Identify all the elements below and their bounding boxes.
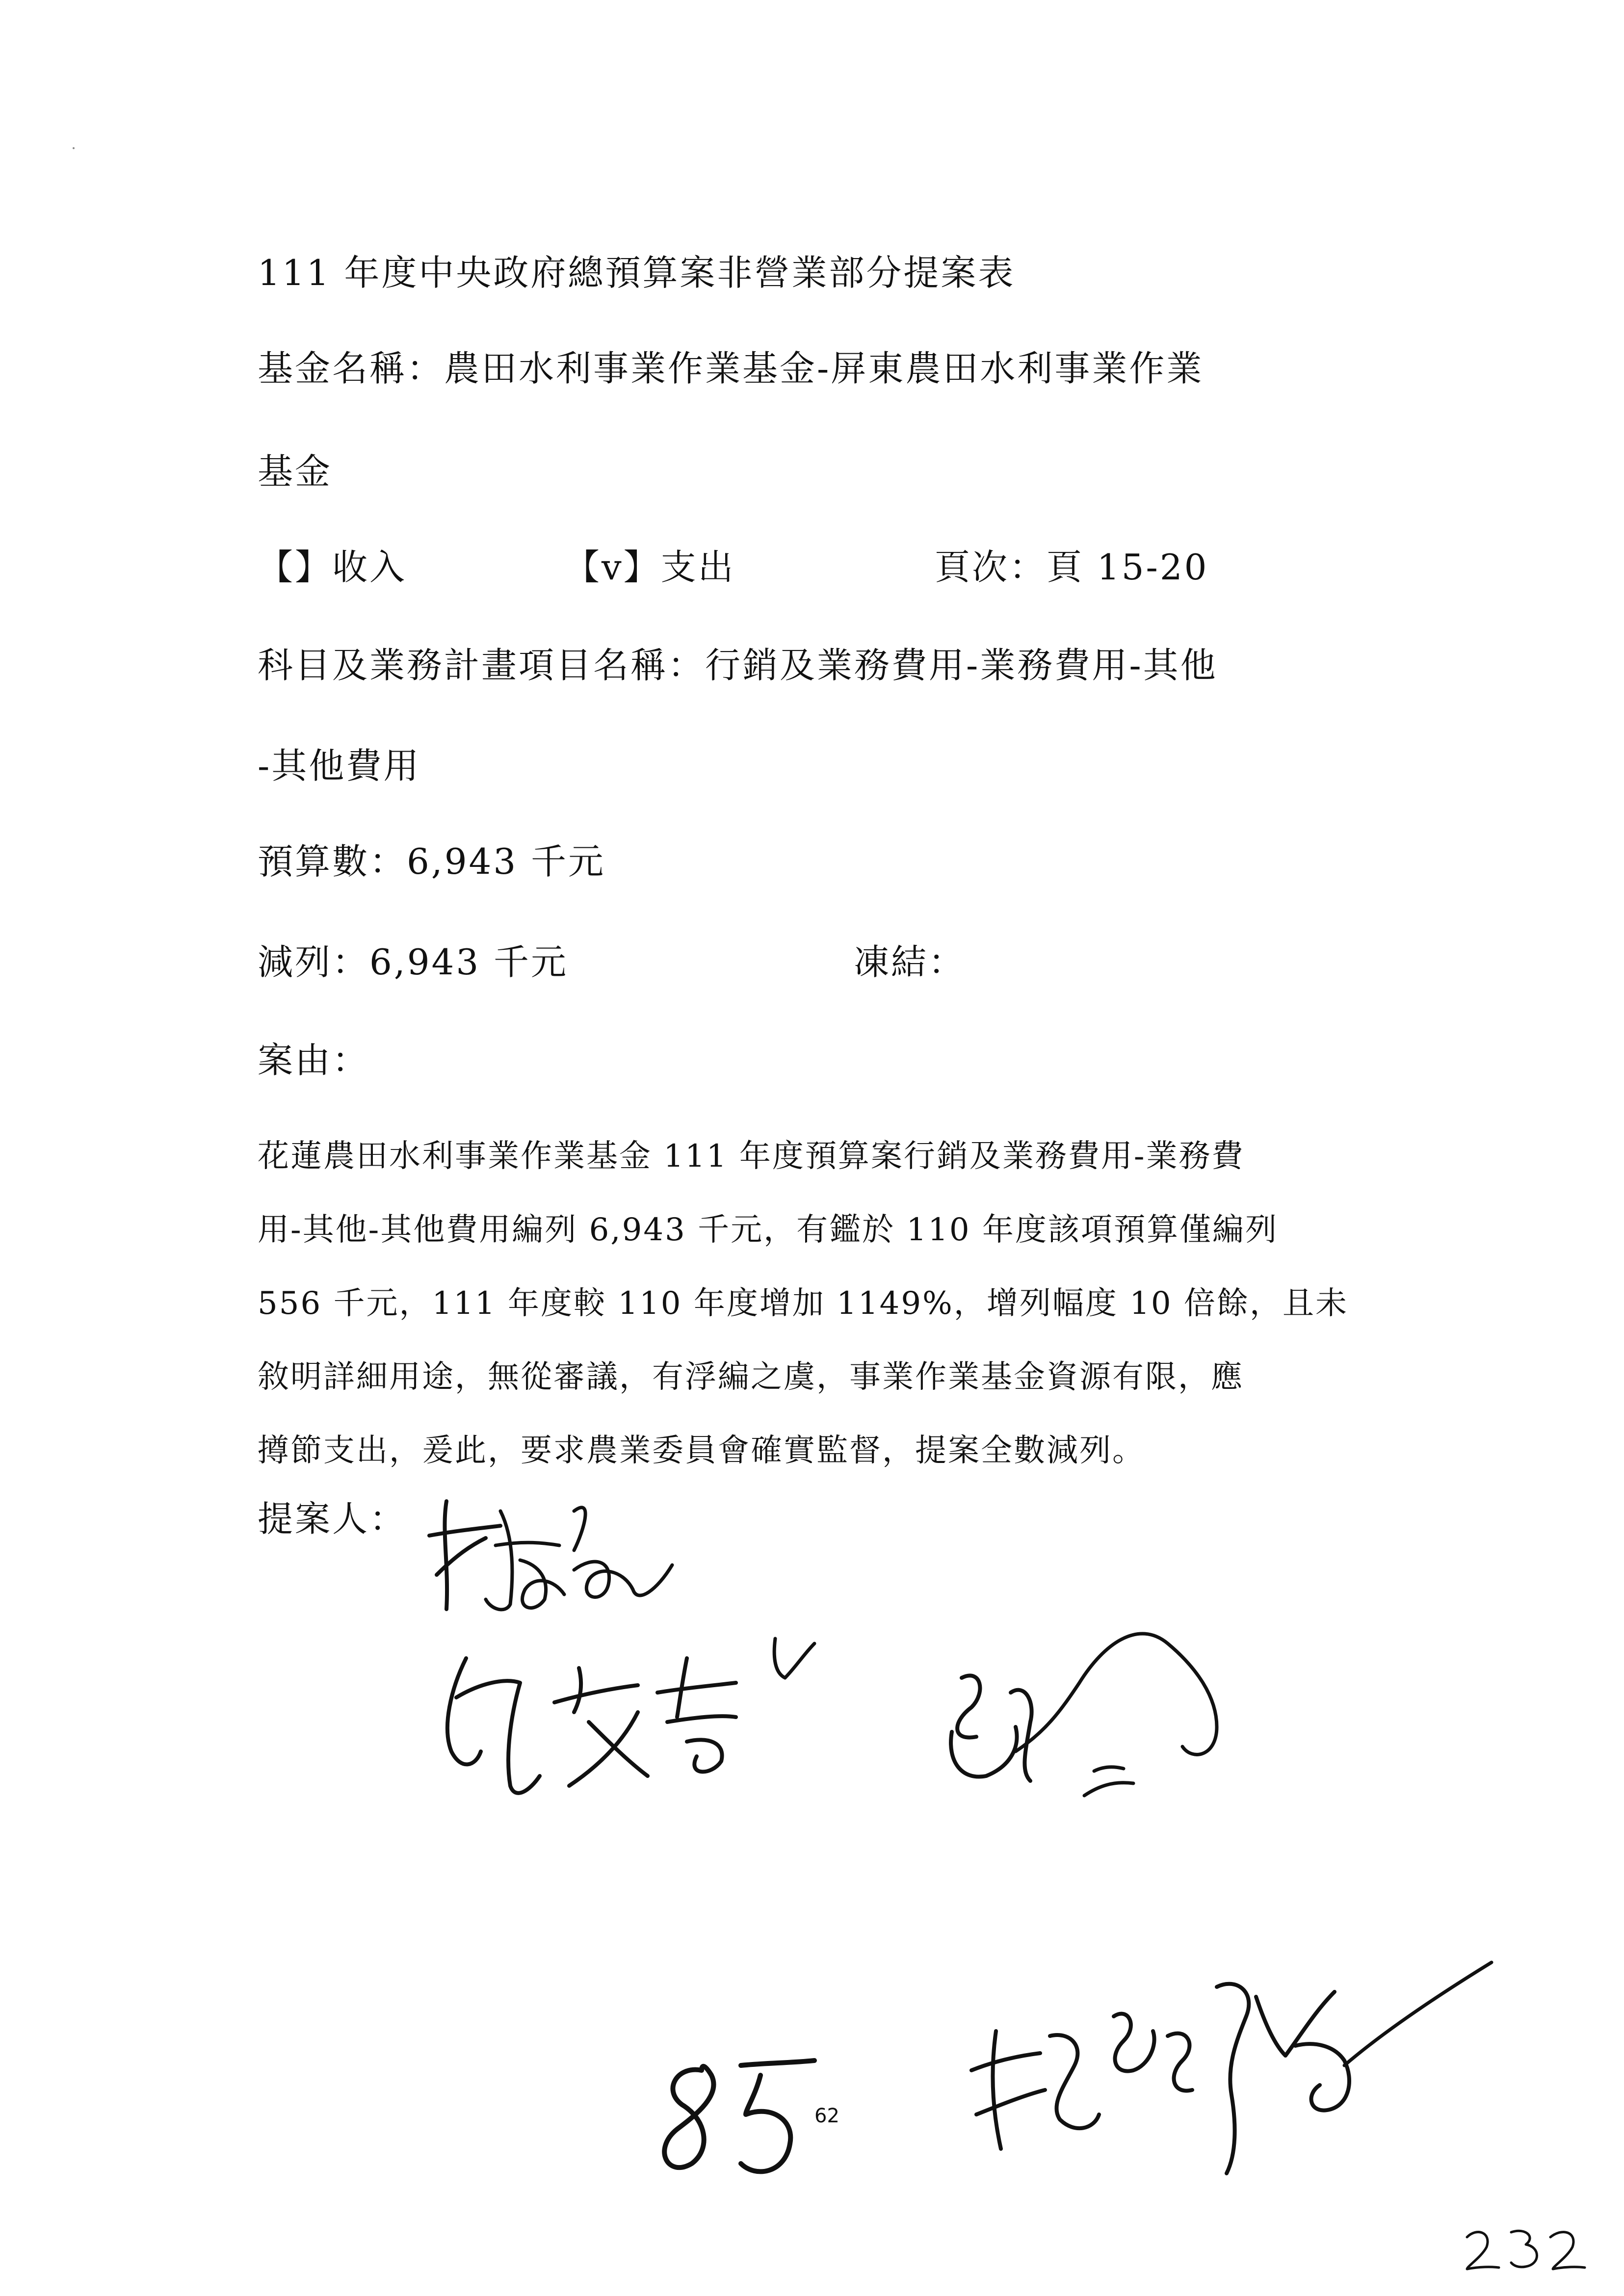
reduction-amount: 減列：6,943 千元 [258,941,569,983]
reason-line: 撙節支出，爰此，要求農業委員會確實監督，提案全數減列。 [258,1433,1145,1469]
page-number: 62 [814,2105,839,2127]
item-label: 科目及業務計畫項目名稱： [258,645,706,686]
fund-name-line-2: 基金 [258,451,333,492]
document-title: 111 年度中央政府總預算案非營業部分提案表 [258,252,1016,293]
fund-name-line-1 [258,348,1204,389]
reason-line: 敘明詳細用途，無從審議，有浮編之虞，事業作業基金資源有限，應 [258,1359,1244,1395]
signature-1 [427,1491,682,1624]
signature-2 [432,1629,834,1825]
reason-label: 案由： [258,1040,370,1081]
reason-line: 556 千元，111 年度較 110 年度增加 1149%，增列幅度 10 倍餘，且未 [258,1285,1348,1322]
handwritten-number-85 [648,2036,824,2188]
item-value: 行銷及業務費用-業務費用-其他 [705,645,1218,686]
fund-name-label: 基金名稱： [258,348,445,389]
item-line-1 [258,645,1218,686]
proposer-label: 提案人： [258,1498,407,1539]
item-line-2: -其他費用 [258,745,421,786]
scan-speck [73,147,75,149]
page-reference: 頁次：頁 15-20 [935,547,1209,588]
expense-option: 【v】支出 [564,547,735,588]
reduction-row [0,941,1624,984]
category-row [0,549,1624,589]
corner-handwritten-number-232 [1452,2218,1590,2276]
signature-4 [962,1948,1526,2183]
signature-3 [932,1604,1251,1810]
budget-amount: 預算數：6,943 千元 [258,841,606,882]
reason-line: 花蓮農田水利事業作業基金 111 年度預算案行銷及業務費用-業務費 [258,1138,1245,1174]
reason-line: 用-其他-其他費用編列 6,943 千元，有鑑於 110 年度該項預算僅編列 [258,1212,1278,1248]
income-option: 【】收入 [258,547,407,588]
fund-name-value: 農田水利事業作業基金-屏東農田水利事業作業 [444,348,1204,389]
freeze-label: 凍結： [854,941,966,983]
